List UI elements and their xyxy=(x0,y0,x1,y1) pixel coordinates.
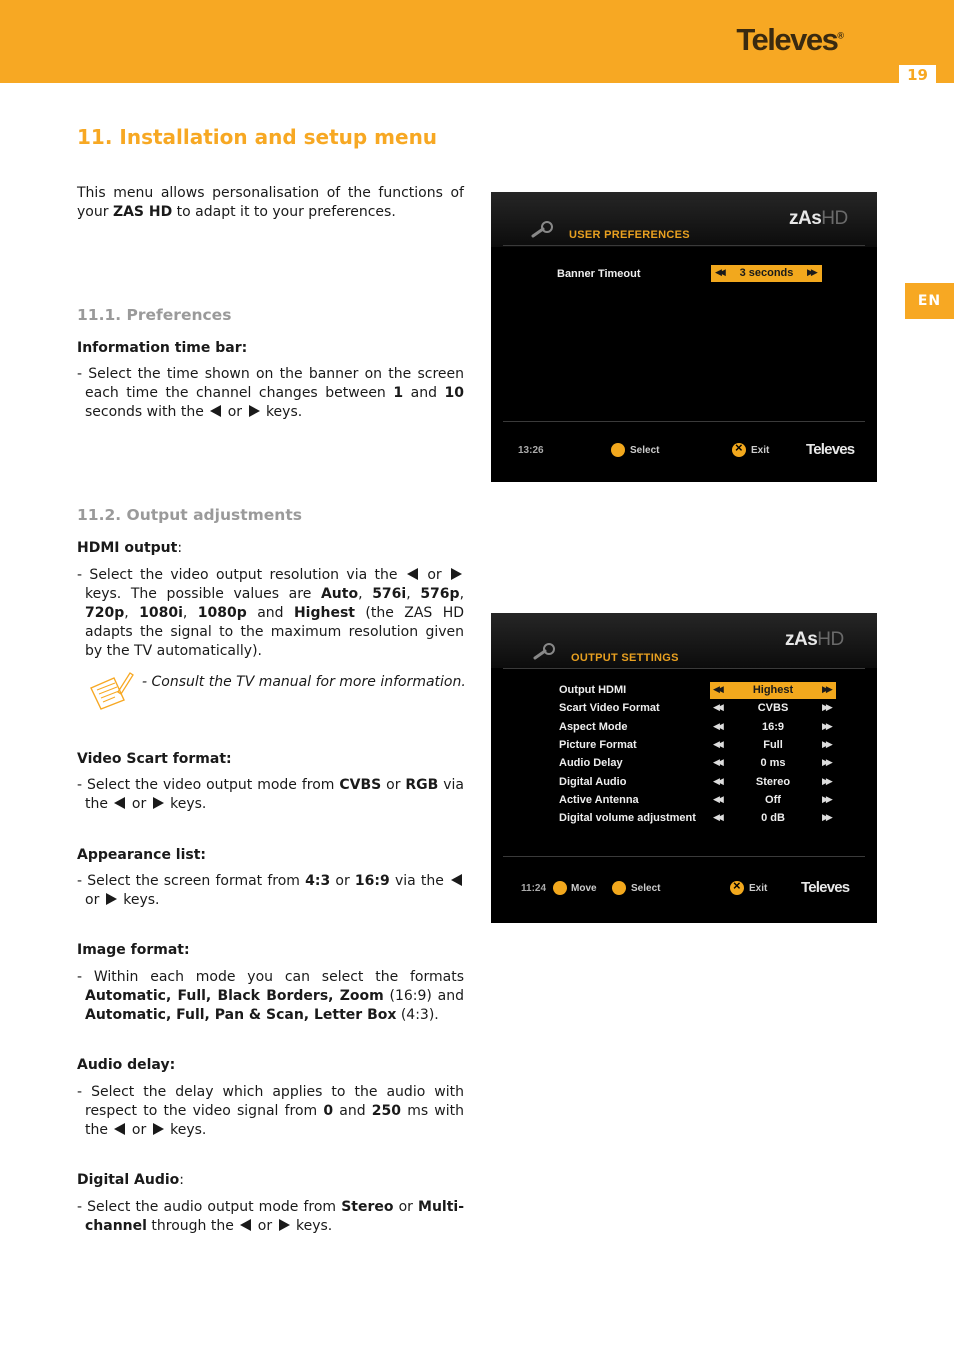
left-arrow-icon xyxy=(451,874,462,886)
televes-footer-logo: Televes xyxy=(806,441,855,458)
exit-hint: Exit xyxy=(749,883,768,894)
hdmi-heading: HDMI output: xyxy=(77,540,183,556)
digital-audio-text: - Select the audio output mode from Stereo or Multi-channel through the or keys. xyxy=(77,1199,465,1234)
setting-label[interactable]: Output HDMI xyxy=(559,684,627,696)
left-arrow-icon xyxy=(240,1219,251,1231)
setting-value: 3 seconds xyxy=(739,267,794,279)
image-format-text: - Within each mode you can select the formats Automatic, Full, Black Borders, Zoom (16:9) and Automatic, Full, Pan & Scan, Letter Box (4:3). xyxy=(77,969,465,1023)
right-double-arrow-icon[interactable]: ▶▶ xyxy=(822,738,830,749)
televes-logo: Televes® xyxy=(736,22,844,57)
info-bar-heading: Information time bar: xyxy=(77,340,248,356)
left-double-arrow-icon[interactable]: ◀◀ xyxy=(713,702,721,713)
left-arrow-icon xyxy=(407,568,418,580)
screen-menu-title: USER PREFERENCES xyxy=(569,229,690,241)
move-button-icon xyxy=(553,881,567,895)
subsection-preferences: 11.1. Preferences xyxy=(77,306,232,324)
setting-label[interactable]: Active Antenna xyxy=(559,793,639,806)
setting-selector[interactable] xyxy=(711,265,822,282)
left-double-arrow-icon[interactable]: ◀◀ xyxy=(713,793,721,804)
right-double-arrow-icon: ▶▶ xyxy=(807,267,815,277)
setting-label[interactable]: Picture Format xyxy=(559,738,637,751)
left-arrow-icon xyxy=(114,797,125,809)
right-double-arrow-icon[interactable]: ▶▶ xyxy=(822,720,830,731)
screen-divider xyxy=(503,668,865,669)
right-arrow-icon xyxy=(279,1219,290,1231)
note-text: - Consult the TV manual for more information. xyxy=(142,674,466,690)
right-double-arrow-icon[interactable]: ▶▶ xyxy=(822,684,830,694)
select-button-icon xyxy=(612,881,626,895)
clock: 11:24 xyxy=(521,883,547,894)
setting-label[interactable]: Digital volume adjustment xyxy=(559,812,696,825)
scart-heading: Video Scart format: xyxy=(77,751,232,767)
left-arrow-icon xyxy=(114,1123,125,1135)
select-button-icon xyxy=(611,443,625,457)
televes-footer-logo: Televes xyxy=(801,879,850,896)
setting-value: Full xyxy=(763,738,783,751)
right-arrow-icon xyxy=(153,1123,164,1135)
info-bar-text: - Select the time shown on the banner on the screen each time the channel changes between 1 and 10 seconds with the or keys. xyxy=(77,366,465,420)
wrench-icon xyxy=(533,643,559,661)
setting-label: Banner Timeout xyxy=(557,268,641,280)
appearance-heading: Appearance list: xyxy=(77,847,207,863)
clock: 13:26 xyxy=(518,445,544,456)
select-hint: Select xyxy=(631,883,661,894)
page-number: 19 xyxy=(899,65,936,85)
right-arrow-icon xyxy=(451,568,462,580)
page-header xyxy=(0,0,954,83)
screen-divider xyxy=(503,245,865,246)
hdmi-text: - Select the video output resolution via the or keys. The possible values are Auto, 576i, 576p, 720p, 1080i, 1080p and Highest (the ZAS HD adapts the signal to the maximum resolution given by the TV automatically). xyxy=(77,567,465,659)
scart-text: - Select the video output mode from CVBS or RGB via the or keys. xyxy=(77,777,465,812)
subsection-output: 11.2. Output adjustments xyxy=(77,506,302,524)
zas-hd-logo: zAsHD xyxy=(789,208,848,229)
intro-paragraph: This menu allows personalisation of the functions of your ZAS HD to adapt it to your preferences. xyxy=(77,185,464,220)
setting-value: CVBS xyxy=(757,702,789,715)
right-arrow-icon xyxy=(249,405,260,417)
left-double-arrow-icon[interactable]: ◀◀ xyxy=(713,757,721,768)
language-tab: EN xyxy=(905,283,954,319)
setting-label[interactable]: Scart Video Format xyxy=(559,702,660,715)
note-pencil-icon xyxy=(88,670,134,710)
move-hint: Move xyxy=(571,883,597,894)
zas-hd-logo: zAsHD xyxy=(785,629,844,650)
right-double-arrow-icon[interactable]: ▶▶ xyxy=(822,812,830,823)
setting-value: 0 ms xyxy=(760,757,786,770)
setting-label[interactable]: Digital Audio xyxy=(559,775,627,788)
left-double-arrow-icon: ◀◀ xyxy=(715,267,723,277)
tv-screen-output-settings xyxy=(491,613,877,923)
setting-label[interactable]: Audio Delay xyxy=(559,757,623,770)
select-hint: Select xyxy=(630,445,660,456)
exit-button-icon xyxy=(730,881,744,895)
digital-audio-heading: Digital Audio: xyxy=(77,1172,185,1188)
left-arrow-icon xyxy=(210,405,221,417)
screen-menu-title: OUTPUT SETTINGS xyxy=(571,652,679,664)
setting-value: 16:9 xyxy=(761,720,785,733)
setting-value: 0 dB xyxy=(761,812,785,825)
right-double-arrow-icon[interactable]: ▶▶ xyxy=(822,775,830,786)
right-double-arrow-icon[interactable]: ▶▶ xyxy=(822,793,830,804)
exit-button-icon xyxy=(732,443,746,457)
wrench-icon xyxy=(531,221,557,239)
audio-delay-text: - Select the delay which applies to the audio with respect to the video signal from 0 and 250 ms with the or keys. xyxy=(77,1084,464,1138)
audio-delay-heading: Audio delay: xyxy=(77,1057,176,1073)
setting-label[interactable]: Aspect Mode xyxy=(559,720,628,733)
exit-hint: Exit xyxy=(751,445,770,456)
tv-screen-user-preferences xyxy=(491,192,877,482)
screen-divider xyxy=(503,421,865,422)
right-arrow-icon xyxy=(153,797,164,809)
setting-value: Stereo xyxy=(755,775,791,788)
setting-value: Highest xyxy=(752,684,794,696)
left-double-arrow-icon[interactable]: ◀◀ xyxy=(713,684,721,694)
left-double-arrow-icon[interactable]: ◀◀ xyxy=(713,720,721,731)
left-double-arrow-icon[interactable]: ◀◀ xyxy=(713,738,721,749)
appearance-text: - Select the screen format from 4:3 or 16:9 via the or keys. xyxy=(77,872,464,910)
setting-value: Off xyxy=(765,793,781,806)
left-double-arrow-icon[interactable]: ◀◀ xyxy=(713,775,721,786)
screen-divider xyxy=(503,856,865,857)
right-double-arrow-icon[interactable]: ▶▶ xyxy=(822,757,830,768)
section-title: 11. Installation and setup menu xyxy=(77,125,438,149)
image-format-heading: Image format: xyxy=(77,942,190,958)
left-double-arrow-icon[interactable]: ◀◀ xyxy=(713,812,721,823)
right-arrow-icon xyxy=(106,893,117,905)
right-double-arrow-icon[interactable]: ▶▶ xyxy=(822,702,830,713)
